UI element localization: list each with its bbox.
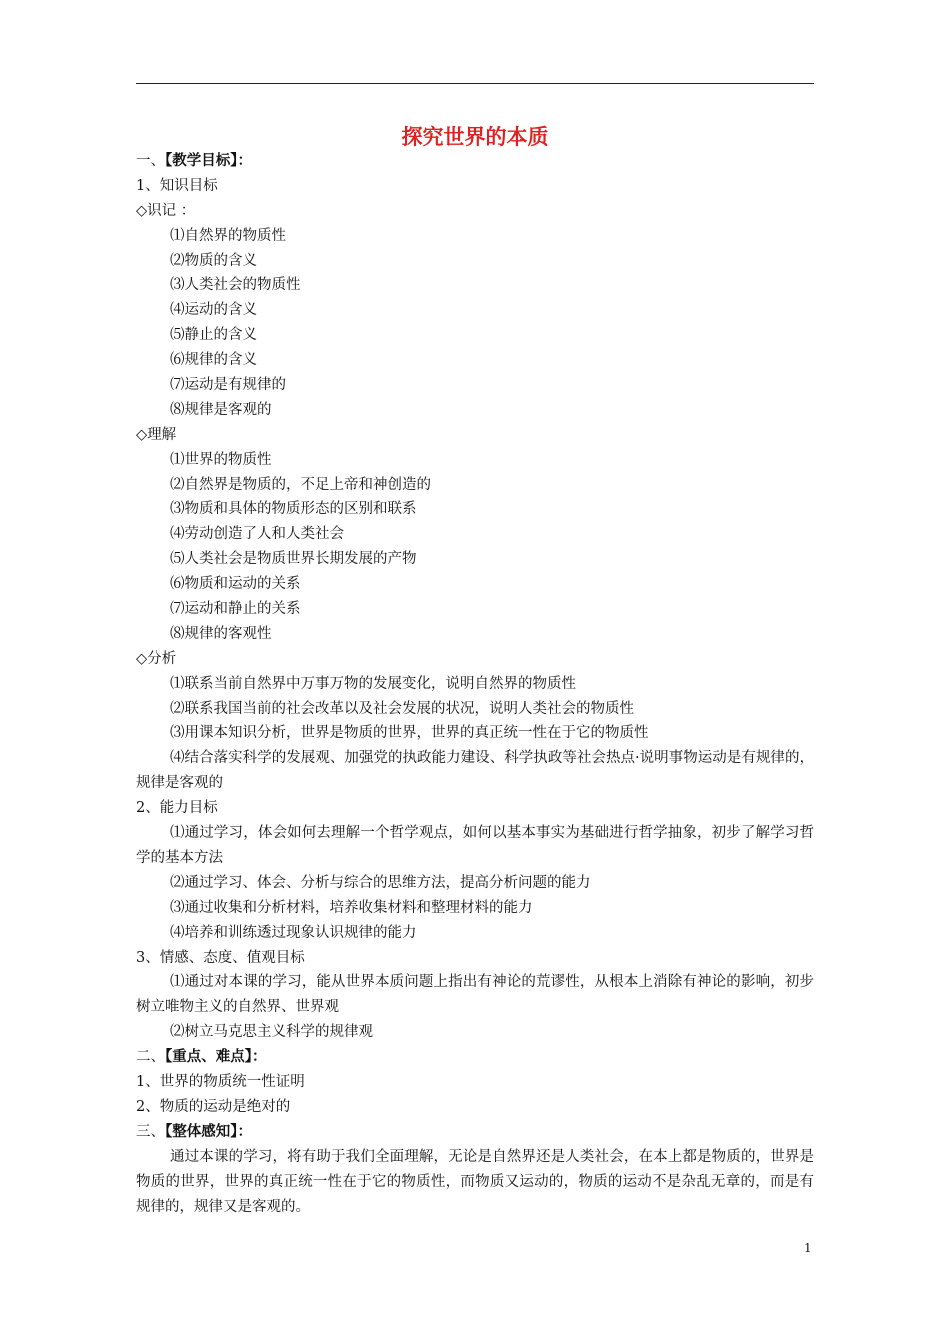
list-item: ⑴世界的物质性 bbox=[170, 451, 272, 468]
list-item: ⑸静止的含义 bbox=[170, 327, 257, 344]
list-item: ⑷运动的含义 bbox=[170, 302, 257, 319]
list-item: ⑴联系当前自然界中万事万物的发展变化，说明自然界的物质性 bbox=[170, 675, 576, 692]
list-item: ⑸人类社会是物质世界长期发展的产物 bbox=[170, 551, 417, 568]
list-item: ⑺运动和静止的关系 bbox=[170, 601, 301, 618]
list-item: ⑵树立马克思主义科学的规律观 bbox=[170, 1024, 373, 1041]
list-item: 2、物质的运动是绝对的 bbox=[136, 1098, 291, 1115]
list-item: ⑵通过学习、体会、分析与综合的思维方法，提高分析问题的能力 bbox=[170, 874, 591, 891]
analyze-heading: ◇分析 bbox=[136, 650, 177, 667]
list-item: ⑵自然界是物质的，不足上帝和神创造的 bbox=[170, 476, 431, 493]
list-item: ⑴通过对本课的学习，能从世界本质问题上指出有神论的荒谬性，从根本上消除有神论的影响，初步树立唯物主义的自然界、世界观 bbox=[136, 974, 814, 1016]
ability-heading: 2、能力目标 bbox=[136, 800, 218, 817]
understand-heading: ◇理解 bbox=[136, 426, 177, 443]
list-item: ⑶物质和具体的物质形态的区别和联系 bbox=[170, 501, 417, 518]
emotion-heading: 3、情感、态度、值观目标 bbox=[136, 949, 305, 966]
list-item: ⑷结合落实科学的发展观、加强党的执政能力建设、科学执政等社会热点·说明事物运动是有规律的，规律是客观的 bbox=[136, 750, 814, 792]
overview-paragraph: 通过本课的学习，将有助于我们全面理解，无论是自然界还是人类社会，在本上都是物质的，世界是物质的世界，世界的真正统一性在于它的物质性，而物质又运动的，物质的运动不是杂乱无章的，而是有规律的，规律又是客观的。 bbox=[136, 1148, 814, 1215]
document-title: 探究世界的本质 bbox=[401, 125, 549, 149]
list-item: ⑻规律是客观的 bbox=[170, 401, 272, 418]
list-item: ⑻规律的客观性 bbox=[170, 625, 272, 642]
list-item: ⑵物质的含义 bbox=[170, 252, 257, 269]
list-item: ⑵联系我国当前的社会改革以及社会发展的状况，说明人类社会的物质性 bbox=[170, 700, 634, 717]
page-number: 1 bbox=[804, 1241, 812, 1255]
list-item: ⑹物质和运动的关系 bbox=[170, 576, 301, 593]
list-item: 1、世界的物质统一性证明 bbox=[136, 1074, 305, 1091]
section-heading-objectives: 一、【教学目标】： bbox=[136, 152, 252, 169]
header-rule bbox=[136, 83, 814, 84]
list-item: ⑶人类社会的物质性 bbox=[170, 277, 301, 294]
document-body bbox=[136, 149, 814, 1219]
section-heading-key-points: 二、【重点、难点】： bbox=[136, 1048, 267, 1066]
knowledge-heading: 1、知识目标 bbox=[136, 177, 218, 194]
list-item: ⑶用课本知识分析，世界是物质的世界，世界的真正统一性在于它的物质性 bbox=[170, 725, 649, 742]
section-heading-overview: 三、【整体感知】： bbox=[136, 1122, 252, 1140]
list-item: ⑹规律的含义 bbox=[170, 352, 257, 369]
list-item: ⑴通过学习，体会如何去理解一个哲学观点，如何以基本事实为基础进行哲学抽象，初步了解学习哲学的基本方法 bbox=[136, 825, 814, 866]
list-item: ⑴自然界的物质性 bbox=[170, 227, 286, 244]
memory-heading: ◇识记 ： bbox=[136, 202, 196, 219]
list-item: ⑶通过收集和分析材料，培养收集材料和整理材料的能力 bbox=[170, 899, 533, 916]
list-item: ⑷培养和训练透过现象认识规律的能力 bbox=[170, 924, 417, 941]
list-item: ⑷劳动创造了人和人类社会 bbox=[170, 526, 344, 543]
list-item: ⑺运动是有规律的 bbox=[170, 377, 286, 394]
